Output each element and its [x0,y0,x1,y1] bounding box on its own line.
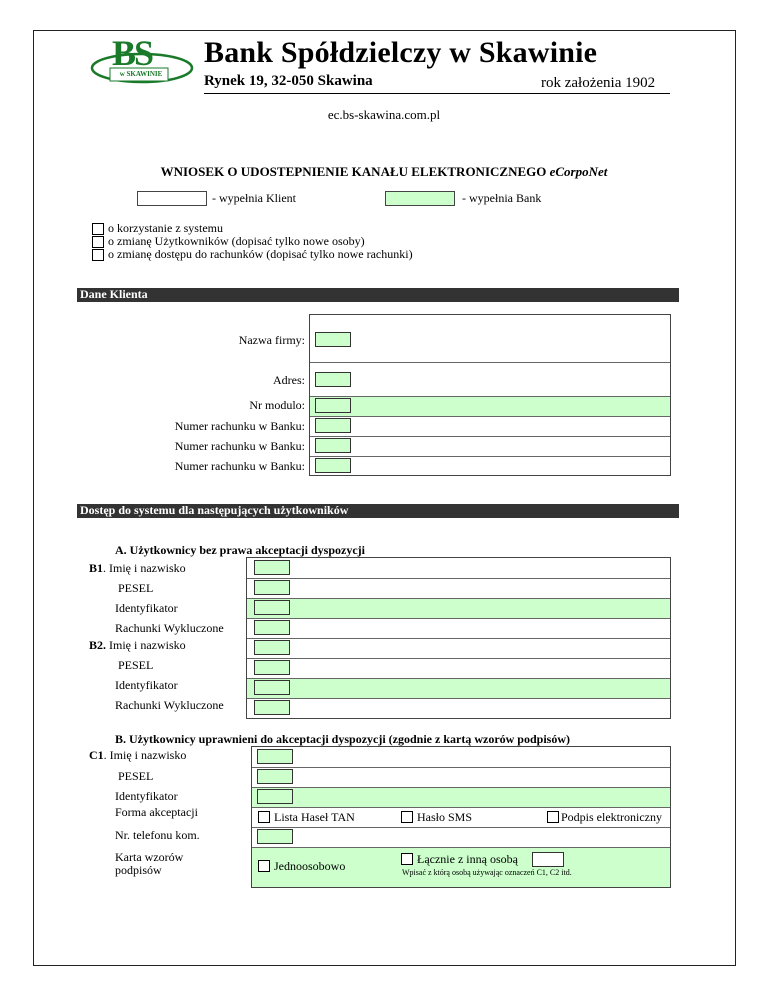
b2-pesel-input[interactable] [254,660,290,675]
client-data-table [309,314,671,476]
request-type-checkbox[interactable] [92,236,104,248]
b1-identifier-input[interactable] [254,600,290,615]
joint-with-input[interactable] [532,852,564,867]
modulo-label: Nr modulo: [249,398,305,412]
single-signature-label: Jednoosobowo [274,859,346,873]
request-type-label: o zmianę dostępu do rachunków (dopisać tylko nowe rachunki) [108,247,413,261]
section-users-header: Dostęp do systemu dla następujących użytkowników [77,504,679,518]
joint-signature-checkbox[interactable] [401,853,413,865]
b2-name-text: Imię i nazwisko [106,638,186,652]
b2-identifier-input[interactable] [254,680,290,695]
logo-letters: BS [112,33,153,73]
request-type-checkbox[interactable] [92,223,104,235]
c1-identifier-input[interactable] [257,789,293,804]
b1-code: B1 [89,561,104,575]
b1-name-input[interactable] [254,560,290,575]
account-number-input[interactable] [315,418,351,433]
b1-pesel-input[interactable] [254,580,290,595]
legend-bank-text: - wypełnia Bank [462,191,542,205]
sms-password-checkbox[interactable] [401,811,413,823]
group-a-heading: A. Użytkownicy bez prawa akceptacji dyspozycji [115,543,365,557]
b2-pesel-label: PESEL [118,658,154,672]
form-title [0,164,768,180]
signature-card-label-2: podpisów [115,863,162,877]
e-signature-checkbox[interactable] [547,811,559,823]
website[interactable]: ec.bs-skawina.com.pl [327,107,441,122]
b2-code: B2. [89,638,107,652]
b1-identifier-label: Identyfikator [115,601,178,615]
account-number-label: Numer rachunku w Banku: [174,459,305,473]
c1-pesel-input[interactable] [257,769,293,784]
c1-pesel-label: PESEL [118,769,154,783]
c1-code: C1 [89,748,104,762]
header-rule [204,93,670,94]
founded-year: rok założenia 1902 [541,75,656,91]
account-number-input[interactable] [315,458,351,473]
address-label: Adres: [273,373,305,387]
tan-list-checkbox[interactable] [258,811,270,823]
b2-name-label [89,638,186,653]
signature-card-label-1: Karta wzorów [115,850,184,864]
account-number-label: Numer rachunku w Banku: [174,419,305,433]
b1-excluded-input[interactable] [254,620,290,635]
request-type-checkbox[interactable] [92,249,104,261]
joint-signature-label: Łącznie z inną osobą [417,852,518,866]
legend-client-swatch [137,191,207,206]
b1-excluded-label: Rachunki Wykluczone [115,621,224,635]
c1-phone-label: Nr. telefonu kom. [115,828,200,842]
sms-password-label: Hasło SMS [417,810,473,824]
logo-ribbon-text: w SKAWINIE [119,70,163,78]
request-type-label: o zmianę Użytkowników (dopisać tylko nowe osoby) [108,234,365,248]
account-number-label: Numer rachunku w Banku: [174,439,305,453]
company-name-input[interactable] [315,332,351,347]
c1-accept-form-label: Forma akceptacji [115,805,198,819]
form-title-main: WNIOSEK O UDOSTEPNIENIE KANAŁU ELEKTRONICZNEGO [160,164,547,179]
form-title-product: eCorpoNet [549,164,608,179]
account-number-input[interactable] [315,438,351,453]
group-b-heading: B. Użytkownicy uprawnieni do akceptacji dyspozycji (zgodnie z kartą wzorów podpisów) [115,732,570,746]
company-name-label: Nazwa firmy: [238,333,305,347]
b2-excluded-label: Rachunki Wykluczone [115,698,224,712]
b1-name-label [89,561,186,576]
c1-name-label [89,748,186,763]
group-a-table [246,557,671,719]
tan-list-label: Lista Haseł TAN [274,810,355,824]
b2-name-input[interactable] [254,640,290,655]
b2-identifier-label: Identyfikator [115,678,178,692]
b2-excluded-input[interactable] [254,700,290,715]
legend-bank-swatch [385,191,455,206]
c1-identifier-label: Identyfikator [115,789,178,803]
b1-name-text: . Imię i nazwisko [103,561,186,575]
legend-client-text: - wypełnia Klient [212,191,296,205]
address-input[interactable] [315,372,351,387]
b1-pesel-label: PESEL [118,581,154,595]
modulo-input[interactable] [315,398,351,413]
joint-signature-note: Wpisać z którą osobą używając oznaczeń C1, C2 itd. [402,868,572,877]
e-signature-label: Podpis elektroniczny [561,810,662,824]
bank-name: Bank Spółdzielczy w Skawinie [204,36,598,69]
bank-address: Rynek 19, 32-050 Skawina [204,73,373,89]
request-type-label: o korzystanie z systemu [108,221,223,235]
c1-name-input[interactable] [257,749,293,764]
single-signature-checkbox[interactable] [258,860,270,872]
bank-logo [90,33,200,88]
section-client-header: Dane Klienta [77,288,679,302]
c1-name-text: . Imię i nazwisko [103,748,187,762]
c1-phone-input[interactable] [257,829,293,844]
